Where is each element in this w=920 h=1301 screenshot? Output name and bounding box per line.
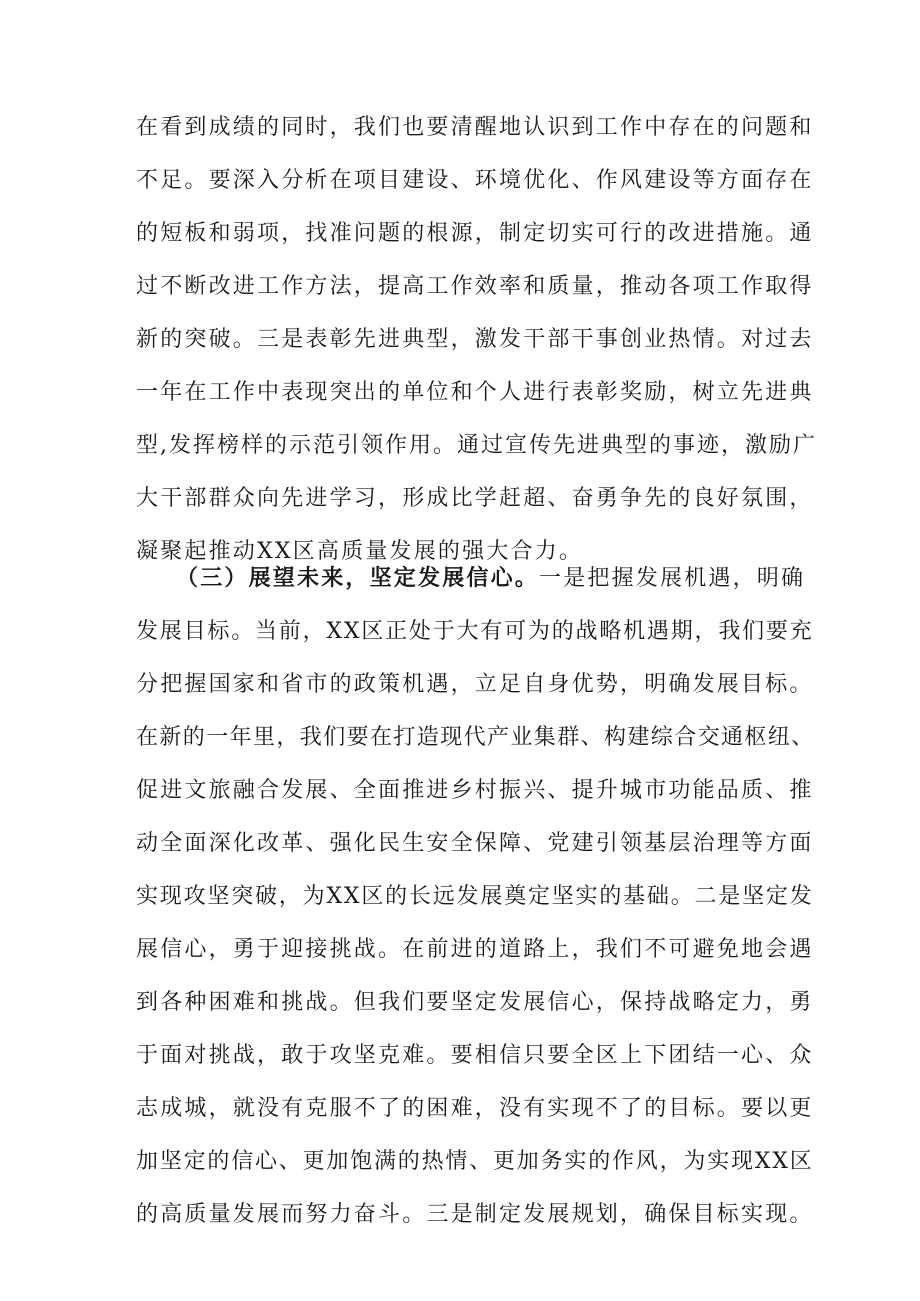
paragraph-1-line: 过不断改进工作方法，提高工作效率和质量，推动各项工作取得 bbox=[136, 274, 814, 299]
paragraph-1-line: 大干部群众向先进学习，形成比学赶超、奋勇争先的良好氛围， bbox=[136, 486, 814, 511]
paragraph-1-line: 新的突破。三是表彰先进典型，激发干部干事创业热情。对过去 bbox=[136, 327, 814, 352]
paragraph-2-first-line-text: 一是把握发展机遇，明确 bbox=[539, 566, 806, 591]
paragraph-2-line: 分把握国家和省市的政策机遇，立足自身优势，明确发展目标。 bbox=[136, 672, 814, 697]
paragraph-2-line: 实现攻坚突破，为XX区的长远发展奠定坚实的基础。二是坚定发 bbox=[136, 884, 814, 909]
paragraph-1-line: 不足。要深入分析在项目建设、环境优化、作风建设等方面存在 bbox=[136, 168, 814, 193]
paragraph-2-first-line bbox=[136, 552, 816, 605]
paragraph-1-line: 一年在工作中表现突出的单位和个人进行表彰奖励，树立先进典 bbox=[136, 380, 814, 405]
paragraph-1 bbox=[136, 101, 816, 578]
paragraph-2-line: 动全面深化改革、强化民生安全保障、党建引领基层治理等方面 bbox=[136, 831, 814, 856]
paragraph-1-line: 的短板和弱项，找准问题的根源，制定切实可行的改进措施。通 bbox=[136, 221, 814, 246]
paragraph-2-line: 展信心，勇于迎接挑战。在前进的道路上，我们不可避免地会遇 bbox=[136, 937, 814, 962]
paragraph-2-line: 加坚定的信心、更加饱满的热情、更加务实的作风，为实现XX区 bbox=[136, 1149, 814, 1174]
paragraph-2-line: 于面对挑战，敢于攻坚克难。要相信只要全区上下团结一心、众 bbox=[136, 1043, 814, 1068]
paragraph-2 bbox=[136, 552, 816, 1241]
paragraph-1-line: 凝聚起推动XX区高质量发展的强大合力。 bbox=[136, 539, 584, 564]
paragraph-2-line: 发展目标。当前，XX区正处于大有可为的战略机遇期，我们要充 bbox=[136, 619, 814, 644]
section-heading: （三）展望未来，坚定发展信心。 bbox=[176, 565, 540, 591]
paragraph-2-line: 志成城，就没有克服不了的困难，没有实现不了的目标。要以更 bbox=[136, 1096, 814, 1121]
paragraph-2-line: 在新的一年里，我们要在打造现代产业集群、构建综合交通枢纽、 bbox=[136, 725, 815, 750]
paragraph-1-line: 型,发挥榜样的示范引领作用。通过宣传先进典型的事迹，激励广 bbox=[136, 433, 817, 458]
paragraph-2-line: 到各种困难和挑战。但我们要坚定发展信心，保持战略定力，勇 bbox=[136, 990, 814, 1015]
paragraph-2-line: 促进文旅融合发展、全面推进乡村振兴、提升城市功能品质、推 bbox=[136, 778, 814, 803]
paragraph-1-line: 在看到成绩的同时，我们也要清醒地认识到工作中存在的问题和 bbox=[136, 115, 814, 140]
paragraph-2-line: 的高质量发展而努力奋斗。三是制定发展规划，确保目标实现。 bbox=[136, 1202, 814, 1227]
